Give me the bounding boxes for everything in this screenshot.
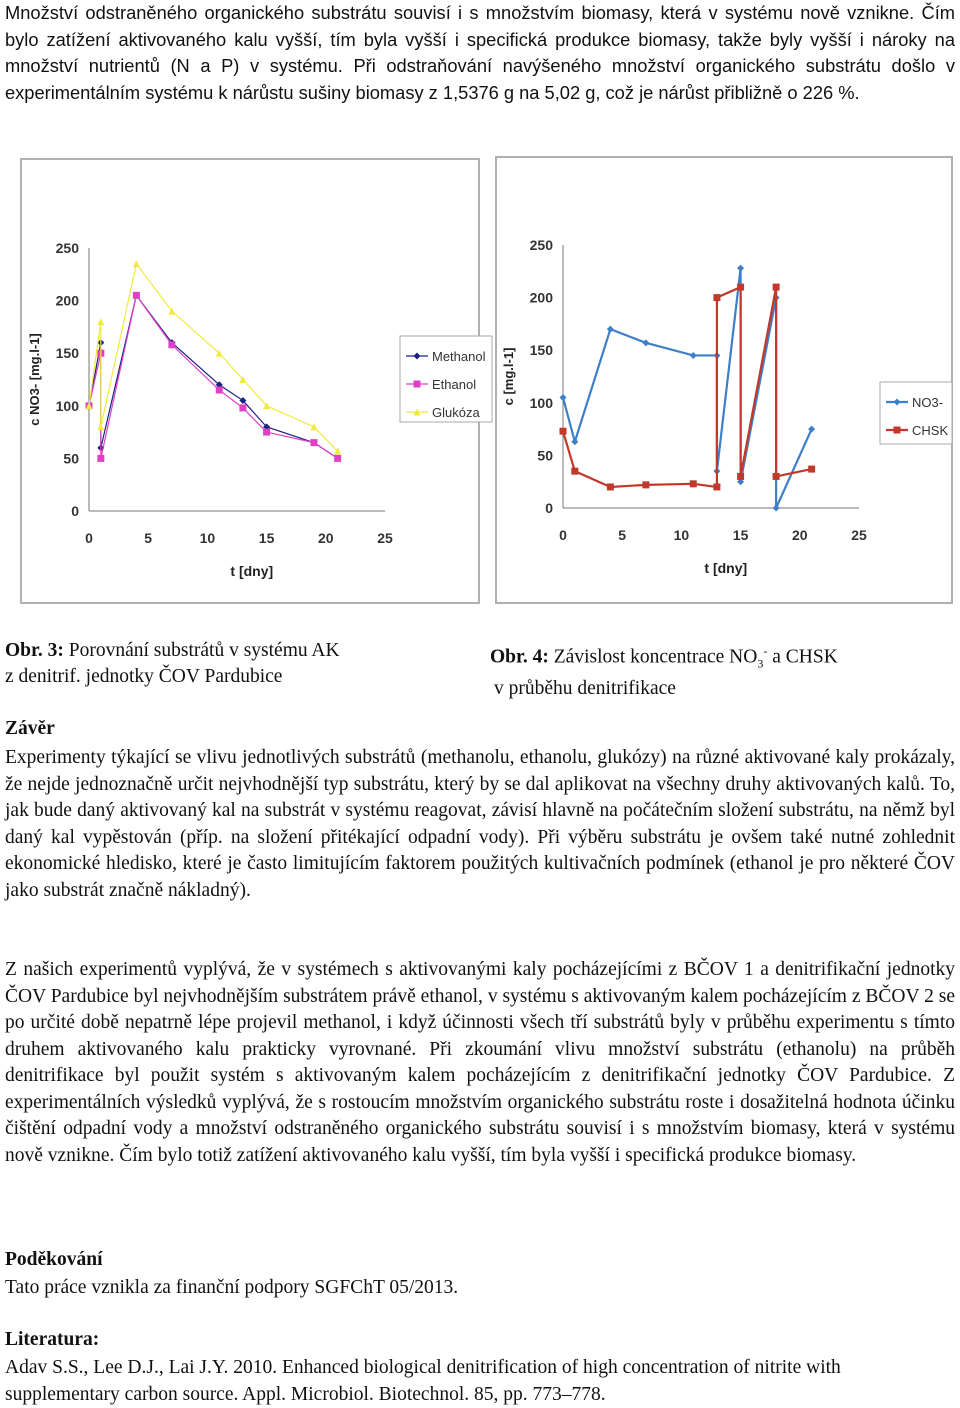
y-tick-label: 50 xyxy=(537,447,553,464)
conclusion-heading: Závěr xyxy=(5,718,55,739)
y-tick-label: 0 xyxy=(71,503,79,519)
series-line xyxy=(563,268,812,508)
figure-4-plot xyxy=(497,158,951,602)
figure-4-chart xyxy=(495,156,953,604)
figure-3-caption-label: Obr. 3: xyxy=(5,640,64,661)
data-point xyxy=(97,423,104,430)
y-tick-label: 250 xyxy=(55,240,79,256)
data-point xyxy=(773,505,780,512)
data-point xyxy=(310,423,317,430)
intro-paragraph: Množství odstraněného organického substrátu souvisí i s množstvím biomasy, která v systému nově vznikne. Čím bylo zatížení aktivovaného kalu vyšší, tím byla vyšší i specifická produkce biomasy, takže byly vyšší i nároky na množství nutrientů (N a P) v systému. Při odstraňování navýšeného množství organického substrátu došlo v experimentálním systému k nárůstu sušiny biomasy z 1,5376 g na 5,02 g, což je nárůst přibližně o 226 %. xyxy=(5,2,955,103)
data-point xyxy=(263,429,270,436)
x-tick-label: 15 xyxy=(258,530,275,546)
series-methanol xyxy=(86,292,342,462)
figure-4-caption-sub: 3 xyxy=(757,656,764,671)
series-line xyxy=(89,295,338,458)
x-tick-label: 10 xyxy=(199,530,216,546)
x-tick-label: 0 xyxy=(85,530,93,546)
data-point xyxy=(133,292,140,299)
legend-label: Glukóza xyxy=(432,405,480,420)
y-tick-label: 0 xyxy=(545,500,553,516)
conclusion-paragraph-1: Experimenty týkající se vlivu jednotlivých substrátů (methanolu, ethanolu, glukózy) na různé aktivované kaly prokázaly, že nejde jednoznačně určit nejvhodnější typ substrátu, který by se dal aplikovat na všechny druhy aktivovaných kalů. To, jak bude daný aktivovaný kal na substrát v systému reagovat, závisí hlavně na počátečním složení substrátu, na němž byl daný kal vypěstován (příp. na složení přitékající odpadní vody). Při výběru substrátu je ovšem také nutné zohlednit ekonomické hledisko, které je často limitujícím faktorem použitých kultivačních podmínek (ethanol je pro některé ČOV jako substrát značně nákladný). xyxy=(5,747,955,901)
data-point xyxy=(310,439,317,446)
figure-3-caption-text: Porovnání substrátů v systému AK xyxy=(63,640,340,661)
data-point xyxy=(239,404,246,411)
y-tick-label: 100 xyxy=(55,397,79,414)
x-tick-label: 0 xyxy=(559,527,567,543)
legend-label: Ethanol xyxy=(432,377,477,392)
x-tick-label: 10 xyxy=(673,527,690,543)
legend-marker xyxy=(894,427,901,434)
series-line xyxy=(89,295,338,458)
data-point xyxy=(690,480,697,487)
data-point xyxy=(560,428,567,435)
series-line xyxy=(563,287,812,487)
legend-marker xyxy=(414,381,421,388)
data-point xyxy=(97,455,104,462)
y-tick-label: 150 xyxy=(55,345,79,362)
conclusion-paragraph-2: Z našich experimentů vyplývá, že v systémech s aktivovanými kaly pocházejícími z BČOV 1 a denitrifikační jednotky ČOV Pardubice byl nejvhodnějším substrátem právě ethanol, v systému s aktivovaným kalem pocházejícím z BČOV 2 se po určité době nepatrně lépe projevil methanol, i když účinnosti všech tří substrátů byly v průběhu experimentu s tímto druhem aktivovaného kalu prakticky vyrovnané. Při zkoumání vlivu množství substrátu (ethanolu) na průběh denitrifikace byl použit systém s aktivovaným kalem pocházejícím z denitrifikační jednotky ČOV Pardubice. Z experimentálních výsledků vyplývá, že s rostoucím množstvím organického substrátu roste i dosažitelná hodnota účinku čištění odpadní vody a množství odstraněného organického substrátu souvisí i s množstvím biomasy, která v systému nově vznikne. Čím bylo totiž zatížení aktivovaného kalu vyšší, tím byla vyšší i specifická produkce biomasy. xyxy=(5,959,955,1166)
y-tick-label: 200 xyxy=(529,289,553,306)
x-tick-label: 25 xyxy=(377,530,393,546)
legend-label: CHSK xyxy=(912,423,949,438)
figure-4-caption-rest: a CHSK xyxy=(767,646,838,668)
data-point xyxy=(334,455,341,462)
data-point xyxy=(571,438,578,445)
x-tick-label: 20 xyxy=(318,530,334,546)
y-tick-label: 50 xyxy=(63,450,79,467)
x-axis-label: t [dny] xyxy=(704,560,748,576)
data-point xyxy=(737,473,744,480)
data-point xyxy=(97,318,104,325)
x-tick-label: 20 xyxy=(792,527,808,543)
y-axis-label: c [mg.l-1] xyxy=(501,347,516,406)
series-chsk xyxy=(560,284,816,491)
literature-heading: Literatura: xyxy=(5,1329,100,1350)
data-point xyxy=(216,387,223,394)
data-point xyxy=(168,341,175,348)
data-point xyxy=(642,339,649,346)
series-line xyxy=(89,264,338,451)
figure-3-plot xyxy=(22,160,486,602)
data-point xyxy=(737,284,744,291)
legend xyxy=(400,336,492,422)
data-point xyxy=(713,294,720,301)
x-tick-label: 25 xyxy=(851,527,867,543)
figure-4-caption-line2: v průběhu denitrifikace xyxy=(494,678,676,700)
data-point xyxy=(808,426,815,433)
acknowledgement-heading: Poděkování xyxy=(5,1249,103,1270)
figure-4-caption xyxy=(490,638,955,702)
data-point xyxy=(773,473,780,480)
y-tick-label: 150 xyxy=(529,342,553,359)
legend-label: Methanol xyxy=(432,349,486,364)
acknowledgement-text: Tato práce vznikla za finanční podpory SGFChT 05/2013. xyxy=(5,1277,459,1298)
x-tick-label: 15 xyxy=(732,527,749,543)
series-gluk-za xyxy=(86,260,342,454)
data-point xyxy=(737,265,744,272)
x-tick-label: 5 xyxy=(144,530,153,546)
data-point xyxy=(642,481,649,488)
figure-4-caption-label: Obr. 4: xyxy=(490,646,549,668)
series-ethanol xyxy=(86,292,342,462)
figure-3-chart xyxy=(20,158,486,604)
figure-3-caption xyxy=(5,638,475,690)
data-point xyxy=(713,483,720,490)
literature-reference: Adav S.S., Lee D.J., Lai J.Y. 2010. Enhanced biological denitrification of high concentration of nitrite with supplementary carbon source. Appl. Microbiol. Biotechnol. 85, pp. 773–778. xyxy=(5,1357,841,1405)
data-point xyxy=(133,260,140,267)
figure-4-caption-text: Závislost koncentrace NO xyxy=(548,646,758,668)
data-point xyxy=(607,483,614,490)
x-axis-label: t [dny] xyxy=(230,563,274,579)
data-point xyxy=(773,284,780,291)
data-point xyxy=(560,394,567,401)
data-point xyxy=(808,466,815,473)
figure-3-caption-line2: z denitrif. jednotky ČOV Pardubice xyxy=(5,666,283,687)
data-point xyxy=(690,352,697,359)
x-tick-label: 5 xyxy=(618,527,627,543)
legend xyxy=(880,382,952,444)
legend-label: NO3- xyxy=(912,395,944,410)
figure-4-caption-sup: - xyxy=(763,644,768,658)
y-tick-label: 100 xyxy=(529,394,553,411)
y-tick-label: 250 xyxy=(529,237,553,253)
data-point xyxy=(571,468,578,475)
y-tick-label: 200 xyxy=(55,292,79,309)
data-point xyxy=(607,326,614,333)
y-axis-label: c NO3- [mg.l-1] xyxy=(27,333,42,426)
